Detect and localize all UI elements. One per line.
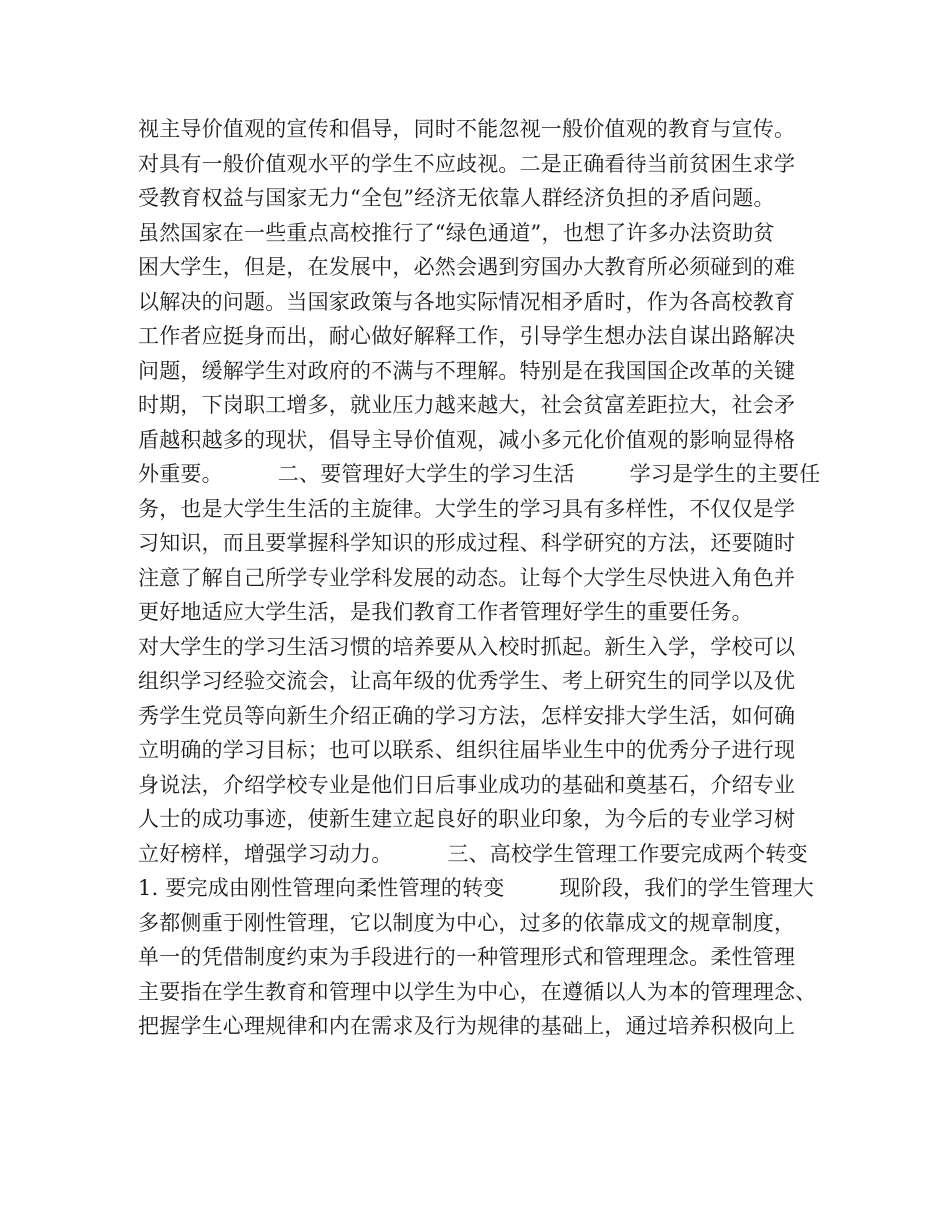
text-line: 人士的成功事迹，使新生建立起良好的职业印象，为今后的专业学习树 — [138, 807, 796, 831]
text-line: 习知识，而且要掌握科学知识的形成过程、科学研究的方法，还要随时 — [138, 531, 796, 555]
text-line: 虽然国家在一些重点高校推行了“绿色通道”，也想了许多办法资助贫 — [138, 220, 775, 245]
text-line: 盾越积越多的现状，倡导主导价值观，减小多元化价值观的影响显得格 — [138, 427, 796, 452]
text-line: 对大学生的学习生活习惯的培养要从入校时抓起。新生入学，学校可以 — [138, 634, 796, 659]
text-line: 务，也是大学生生活的主旋律。大学生的学习具有多样性，不仅仅是学 — [138, 496, 796, 521]
text-line: 视主导价值观的宣传和倡导，同时不能忽视一般价值观的教育与宣传。 — [138, 117, 796, 141]
text-line: 组织学习经验交流会，让高年级的优秀学生、考上研究生的同学以及优 — [138, 669, 796, 693]
text-line: 受教育权益与国家无力“全包”经济无依靠人群经济负担的矛盾问题。 — [138, 186, 775, 210]
text-line: 对具有一般价值观水平的学生不应歧视。二是正确看待当前贫困生求学 — [138, 151, 796, 176]
text-line: 困大学生，但是，在发展中，必然会遇到穷国办大教育所必须碰到的难 — [138, 255, 796, 279]
text-line: 更好地适应大学生活，是我们教育工作者管理好学生的重要任务。 — [138, 600, 753, 624]
text-line: 外重要。 二、要管理好大学生的学习生活 学习是学生的主要任 — [138, 462, 821, 486]
text-line: 身说法，介绍学校专业是他们日后事业成功的基础和奠基石，介绍专业 — [138, 772, 796, 797]
text-line: 以解决的问题。当国家政策与各地实际情况相矛盾时，作为各高校教育 — [138, 289, 796, 314]
text-line: 注意了解自己所学专业学科发展的动态。让每个大学生尽快进入角色并 — [138, 565, 796, 590]
text-line: 单一的凭借制度约束为手段进行的一种管理形式和管理理念。柔性管理 — [138, 945, 796, 969]
body-text — [138, 112, 838, 1044]
text-line: 立明确的学习目标；也可以联系、组织往届毕业生中的优秀分子进行现 — [138, 738, 796, 762]
text-line: 秀学生党员等向新生介绍正确的学习方法，怎样安排大学生活，如何确 — [138, 703, 796, 728]
text-line: 时期，下岗职工增多，就业压力越来越大，社会贫富差距拉大，社会矛 — [138, 393, 796, 417]
text-line: 工作者应挺身而出，耐心做好解释工作，引导学生想办法自谋出路解决 — [138, 324, 796, 348]
text-line: 把握学生心理规律和内在需求及行为规律的基础上，通过培养积极向上 — [138, 1014, 796, 1038]
text-line: 问题，缓解学生对政府的不满与不理解。特别是在我国国企改革的关键 — [138, 358, 796, 383]
text-line: 立好榜样，增强学习动力。 三、高校学生管理工作要完成两个转变 — [138, 841, 808, 866]
text-line: 多都侧重于刚性管理，它以制度为中心，过多的依靠成文的规章制度， — [138, 910, 796, 935]
text-line: 1. 要完成由刚性管理向柔性管理的转变 现阶段，我们的学生管理大 — [138, 876, 814, 900]
text-line: 主要指在学生教育和管理中以学生为中心，在遵循以人为本的管理理念、 — [138, 979, 817, 1004]
